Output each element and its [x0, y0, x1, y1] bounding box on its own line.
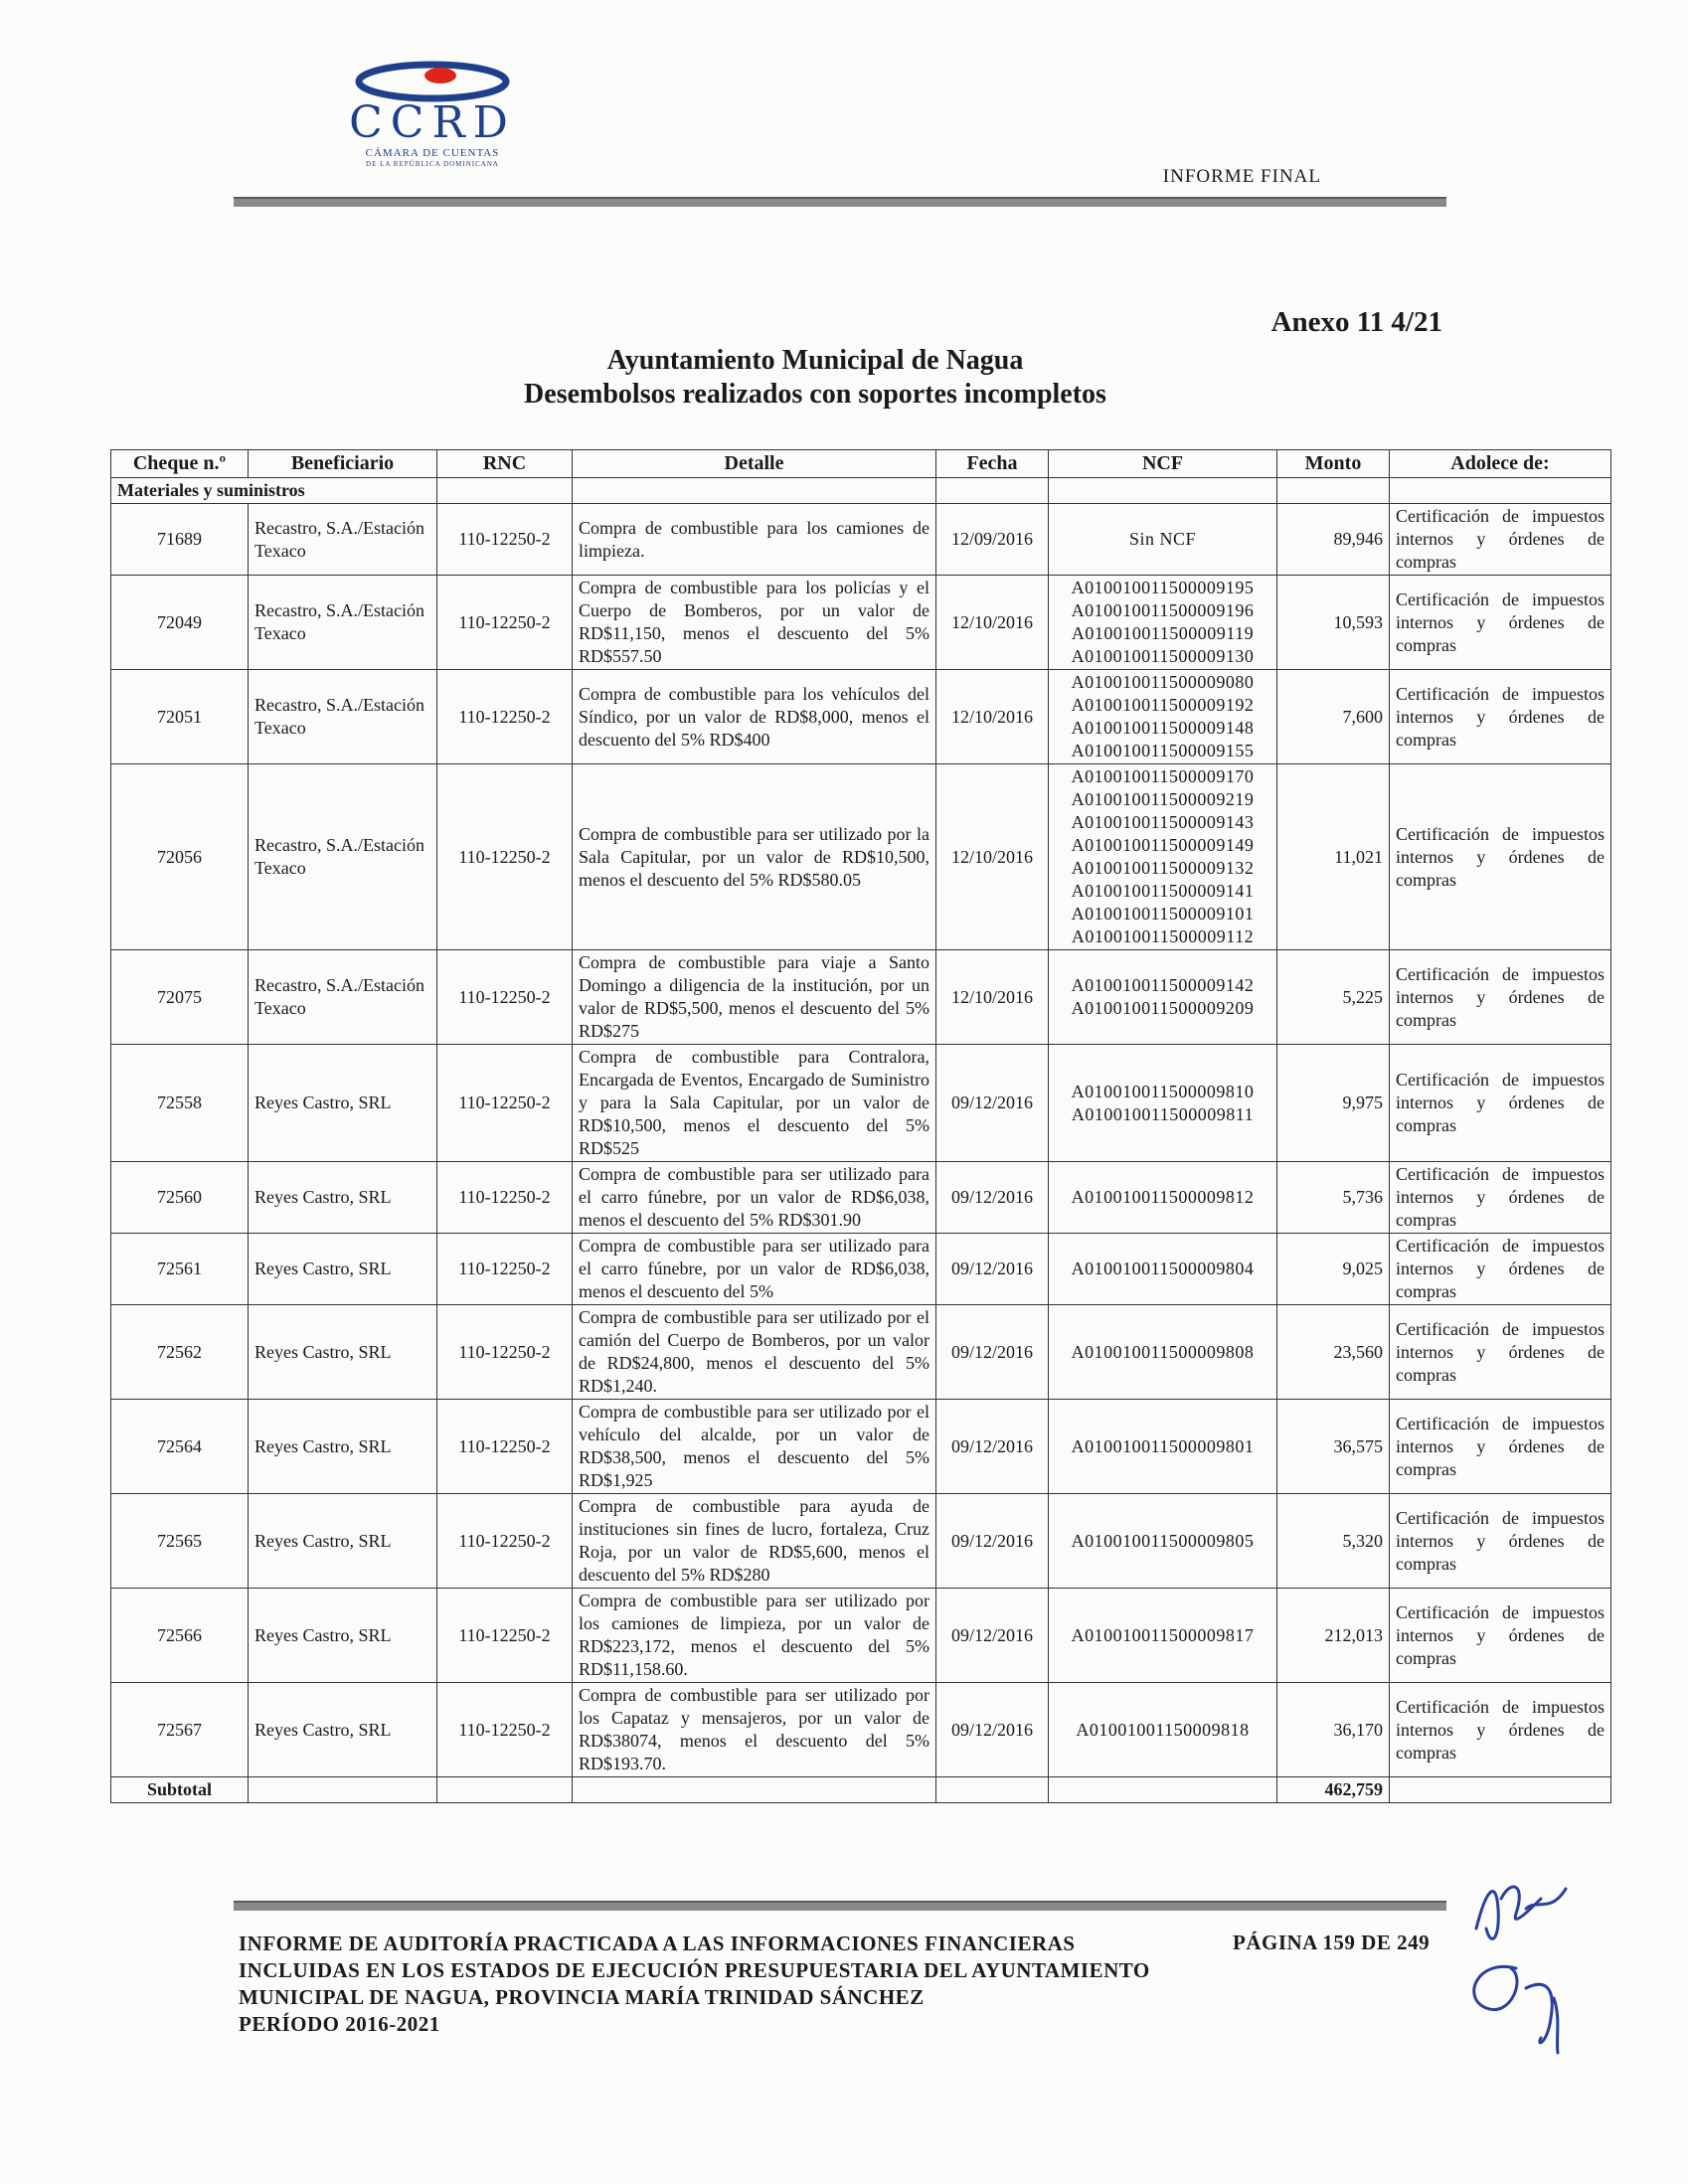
- date: 12/09/2016: [936, 504, 1049, 576]
- ncf-list: [1049, 1589, 1277, 1683]
- missing-documents: Certificación de impuestos internos y órdenes de compras: [1390, 1234, 1611, 1305]
- column-header: Cheque n.º: [111, 450, 249, 478]
- rnc: 110-12250-2: [437, 1162, 573, 1234]
- footer-report-title: [239, 1931, 1213, 2038]
- table-row: [111, 576, 1611, 670]
- ncf-code: A010010011500009112: [1071, 926, 1255, 946]
- column-header: Adolece de:: [1390, 450, 1611, 478]
- page-number: PÁGINA 159 DE 249: [1233, 1931, 1431, 1954]
- footer-line: INCLUIDAS EN LOS ESTADOS DE EJECUCIÓN PRESUPUESTARIA DEL AYUNTAMIENTO: [239, 1958, 1150, 1982]
- beneficiary: Reyes Castro, SRL: [249, 1400, 437, 1494]
- ncf-list: [1049, 1494, 1277, 1589]
- amount: 10,593: [1277, 576, 1390, 670]
- column-header: Monto: [1277, 450, 1390, 478]
- date: 09/12/2016: [936, 1683, 1049, 1777]
- ncf-list: [1049, 504, 1277, 576]
- ncf-code: A010010011500009119: [1071, 623, 1255, 643]
- section-label: Materiales y suministros: [111, 478, 437, 504]
- date: 12/10/2016: [936, 576, 1049, 670]
- ncf-list: [1049, 1234, 1277, 1305]
- date: 09/12/2016: [936, 1234, 1049, 1305]
- rnc: 110-12250-2: [437, 1400, 573, 1494]
- rnc: 110-12250-2: [437, 1234, 573, 1305]
- footer-divider: [234, 1901, 1446, 1911]
- amount: 23,560: [1277, 1305, 1390, 1400]
- beneficiary: Recastro, S.A./Estación Texaco: [249, 504, 437, 576]
- cheque-number: 72562: [111, 1305, 249, 1400]
- detail: Compra de combustible para Contralora, Encargada de Eventos, Encargado de Suministro y para la Sala Capitular, por un valor de RD$10,500, menos el descuento del 5% RD$525: [573, 1045, 936, 1162]
- table-row: [111, 1494, 1611, 1589]
- ncf-code: A010010011500009170: [1071, 766, 1255, 786]
- handwritten-signature-icon: [1456, 1869, 1605, 2058]
- rnc: 110-12250-2: [437, 576, 573, 670]
- logo-subtitle: CÁMARA DE CUENTAS: [365, 147, 500, 159]
- ncf-list: [1049, 1683, 1277, 1777]
- date: 09/12/2016: [936, 1045, 1049, 1162]
- ncf-code: A010010011500009132: [1071, 858, 1255, 878]
- ccrd-logo: [313, 58, 552, 167]
- ncf-list: [1049, 764, 1277, 950]
- beneficiary: Reyes Castro, SRL: [249, 1162, 437, 1234]
- ncf-code: A010010011500009219: [1071, 789, 1255, 809]
- cheque-number: 72565: [111, 1494, 249, 1589]
- cheque-number: 72049: [111, 576, 249, 670]
- footer-line: MUNICIPAL DE NAGUA, PROVINCIA MARÍA TRINIDAD SÁNCHEZ: [239, 1985, 925, 2009]
- beneficiary: Recastro, S.A./Estación Texaco: [249, 670, 437, 764]
- detail: Compra de combustible para ser utilizado por los camiones de limpieza, por un valor de RD$223,172, menos el descuento del 5% RD$11,158.60.: [573, 1589, 936, 1683]
- rnc: 110-12250-2: [437, 1045, 573, 1162]
- ncf-code: A010010011500009808: [1071, 1341, 1255, 1362]
- detail: Compra de combustible para ser utilizado por el vehículo del alcalde, por un valor de RD$38,500, menos el descuento del 5% RD$1,925: [573, 1400, 936, 1494]
- rnc: 110-12250-2: [437, 670, 573, 764]
- missing-documents: Certificación de impuestos internos y órdenes de compras: [1390, 670, 1611, 764]
- beneficiary: Reyes Castro, SRL: [249, 1589, 437, 1683]
- ncf-list: [1049, 1400, 1277, 1494]
- detail: Compra de combustible para ayuda de instituciones sin fines de lucro, fortaleza, Cruz Roja, por un valor de RD$5,600, menos el descuento del 5% RD$280: [573, 1494, 936, 1589]
- missing-documents: Certificación de impuestos internos y órdenes de compras: [1390, 1305, 1611, 1400]
- logo-subtitle-2: DE LA REPÚBLICA DOMINICANA: [366, 160, 499, 168]
- date: 12/10/2016: [936, 764, 1049, 950]
- detail: Compra de combustible para los vehículos del Síndico, por un valor de RD$8,000, menos el descuento del 5% RD$400: [573, 670, 936, 764]
- detail: Compra de combustible para los policías y el Cuerpo de Bomberos, por un valor de RD$11,150, menos el descuento del 5% RD$557.50: [573, 576, 936, 670]
- table-row: [111, 1045, 1611, 1162]
- ncf-code: A010010011500009804: [1071, 1259, 1255, 1278]
- ncf-code: A01001001150009818: [1076, 1719, 1250, 1740]
- amount: 5,225: [1277, 950, 1390, 1045]
- beneficiary: Recastro, S.A./Estación Texaco: [249, 950, 437, 1045]
- footer-line: PERÍODO 2016-2021: [239, 2012, 440, 2036]
- ncf-code: A010010011500009811: [1071, 1103, 1255, 1124]
- detail: Compra de combustible para ser utilizado por los Capataz y mensajeros, por un valor de RD$38074, menos el descuento del 5% RD$193.70.: [573, 1683, 936, 1777]
- footer-line: INFORME DE AUDITORÍA PRACTICADA A LAS INFORMACIONES FINANCIERAS: [239, 1932, 1076, 1955]
- ncf-code: A010010011500009155: [1071, 741, 1255, 760]
- date: 09/12/2016: [936, 1305, 1049, 1400]
- ncf-code: Sin NCF: [1128, 529, 1197, 549]
- logo-text: CCRD: [349, 97, 516, 148]
- amount: 11,021: [1277, 764, 1390, 950]
- column-header: NCF: [1049, 450, 1277, 478]
- beneficiary: Recastro, S.A./Estación Texaco: [249, 764, 437, 950]
- detail: Compra de combustible para viaje a Santo Domingo a diligencia de la institución, por un valor de RD$5,500, menos el descuento del 5% RD$275: [573, 950, 936, 1045]
- ncf-code: A010010011500009142: [1071, 975, 1255, 995]
- missing-documents: Certificación de impuestos internos y órdenes de compras: [1390, 950, 1611, 1045]
- amount: 89,946: [1277, 504, 1390, 576]
- ncf-code: A010010011500009143: [1071, 812, 1255, 832]
- column-header: RNC: [437, 450, 573, 478]
- ncf-code: A010010011500009810: [1071, 1081, 1255, 1101]
- amount: 5,320: [1277, 1494, 1390, 1589]
- beneficiary: Reyes Castro, SRL: [249, 1045, 437, 1162]
- report-label: INFORME FINAL: [1162, 166, 1321, 187]
- page-subtitle: Desembolsos realizados con soportes incompletos: [524, 379, 1106, 410]
- missing-documents: Certificación de impuestos internos y órdenes de compras: [1390, 1683, 1611, 1777]
- cheque-number: 72051: [111, 670, 249, 764]
- amount: 9,025: [1277, 1234, 1390, 1305]
- table-row: [111, 1400, 1611, 1494]
- ncf-code: A010010011500009812: [1071, 1187, 1255, 1207]
- detail: Compra de combustible para ser utilizado para el carro fúnebre, por un valor de RD$6,038, menos el descuento del 5% RD$301.90: [573, 1162, 936, 1234]
- cheque-number: 72075: [111, 950, 249, 1045]
- amount: 36,575: [1277, 1400, 1390, 1494]
- cheque-number: 72560: [111, 1162, 249, 1234]
- cheque-number: 72564: [111, 1400, 249, 1494]
- column-header: Beneficiario: [249, 450, 437, 478]
- date: 09/12/2016: [936, 1494, 1049, 1589]
- cheque-number: 72558: [111, 1045, 249, 1162]
- ncf-code: A010010011500009148: [1071, 718, 1255, 738]
- ncf-list: [1049, 576, 1277, 670]
- missing-documents: Certificación de impuestos internos y órdenes de compras: [1390, 504, 1611, 576]
- detail: Compra de combustible para ser utilizado por la Sala Capitular, por un valor de RD$10,500, menos el descuento del 5% RD$580.05: [573, 764, 936, 950]
- ncf-code: A010010011500009080: [1071, 672, 1255, 692]
- table-row: [111, 1589, 1611, 1683]
- page-title: Ayuntamiento Municipal de Nagua: [606, 345, 1024, 376]
- column-header: Fecha: [936, 450, 1049, 478]
- table-row: [111, 950, 1611, 1045]
- rnc: 110-12250-2: [437, 1305, 573, 1400]
- table-row: [111, 1683, 1611, 1777]
- detail: Compra de combustible para los camiones de limpieza.: [573, 504, 936, 576]
- table-row: [111, 1305, 1611, 1400]
- missing-documents: Certificación de impuestos internos y órdenes de compras: [1390, 576, 1611, 670]
- ncf-code: A010010011500009805: [1071, 1530, 1255, 1551]
- ncf-code: A010010011500009209: [1071, 998, 1255, 1018]
- annex-number: Anexo 11 4/21: [1270, 306, 1442, 338]
- ncf-list: [1049, 950, 1277, 1045]
- column-header: Detalle: [573, 450, 936, 478]
- ncf-code: A010010011500009195: [1071, 578, 1255, 597]
- subtotal-value: 462,759: [1277, 1777, 1390, 1803]
- date: 09/12/2016: [936, 1400, 1049, 1494]
- detail: Compra de combustible para ser utilizado por el camión del Cuerpo de Bomberos, por un valor de RD$24,800, menos el descuento del 5% RD$1,240.: [573, 1305, 936, 1400]
- date: 12/10/2016: [936, 950, 1049, 1045]
- rnc: 110-12250-2: [437, 764, 573, 950]
- header-divider: [234, 197, 1446, 207]
- missing-documents: Certificación de impuestos internos y órdenes de compras: [1390, 1400, 1611, 1494]
- ncf-code: A010010011500009817: [1071, 1624, 1255, 1645]
- table-row: [111, 504, 1611, 576]
- amount: 36,170: [1277, 1683, 1390, 1777]
- ncf-list: [1049, 1045, 1277, 1162]
- section-row: [111, 478, 1611, 504]
- ncf-code: A010010011500009192: [1071, 695, 1255, 715]
- ncf-code: A010010011500009149: [1071, 835, 1255, 855]
- missing-documents: Certificación de impuestos internos y órdenes de compras: [1390, 1162, 1611, 1234]
- beneficiary: Recastro, S.A./Estación Texaco: [249, 576, 437, 670]
- table-header-row: [111, 450, 1611, 478]
- rnc: 110-12250-2: [437, 504, 573, 576]
- missing-documents: Certificación de impuestos internos y órdenes de compras: [1390, 764, 1611, 950]
- ncf-list: [1049, 1162, 1277, 1234]
- subtotal-row: [111, 1777, 1611, 1803]
- amount: 212,013: [1277, 1589, 1390, 1683]
- ncf-code: A010010011500009801: [1071, 1435, 1255, 1456]
- ncf-list: [1049, 670, 1277, 764]
- disbursements-table: [110, 449, 1611, 1803]
- rnc: 110-12250-2: [437, 950, 573, 1045]
- missing-documents: Certificación de impuestos internos y órdenes de compras: [1390, 1045, 1611, 1162]
- cheque-number: 72056: [111, 764, 249, 950]
- amount: 9,975: [1277, 1045, 1390, 1162]
- cheque-number: 72561: [111, 1234, 249, 1305]
- subtotal-label: Subtotal: [111, 1777, 249, 1803]
- date: 09/12/2016: [936, 1589, 1049, 1683]
- missing-documents: Certificación de impuestos internos y órdenes de compras: [1390, 1589, 1611, 1683]
- beneficiary: Reyes Castro, SRL: [249, 1683, 437, 1777]
- rnc: 110-12250-2: [437, 1589, 573, 1683]
- detail: Compra de combustible para ser utilizado para el carro fúnebre, por un valor de RD$6,038, menos el descuento del 5%: [573, 1234, 936, 1305]
- table-row: [111, 670, 1611, 764]
- date: 09/12/2016: [936, 1162, 1049, 1234]
- table-row: [111, 1162, 1611, 1234]
- beneficiary: Reyes Castro, SRL: [249, 1305, 437, 1400]
- ncf-code: A010010011500009101: [1071, 904, 1255, 924]
- date: 12/10/2016: [936, 670, 1049, 764]
- ncf-code: A010010011500009196: [1071, 600, 1255, 620]
- missing-documents: Certificación de impuestos internos y órdenes de compras: [1390, 1494, 1611, 1589]
- rnc: 110-12250-2: [437, 1494, 573, 1589]
- amount: 5,736: [1277, 1162, 1390, 1234]
- beneficiary: Reyes Castro, SRL: [249, 1234, 437, 1305]
- table-row: [111, 764, 1611, 950]
- table-row: [111, 1234, 1611, 1305]
- cheque-number: 72566: [111, 1589, 249, 1683]
- rnc: 110-12250-2: [437, 1683, 573, 1777]
- ncf-code: A010010011500009130: [1071, 646, 1255, 666]
- cheque-number: 71689: [111, 504, 249, 576]
- ncf-list: [1049, 1305, 1277, 1400]
- cheque-number: 72567: [111, 1683, 249, 1777]
- ncf-code: A010010011500009141: [1071, 881, 1255, 901]
- beneficiary: Reyes Castro, SRL: [249, 1494, 437, 1589]
- amount: 7,600: [1277, 670, 1390, 764]
